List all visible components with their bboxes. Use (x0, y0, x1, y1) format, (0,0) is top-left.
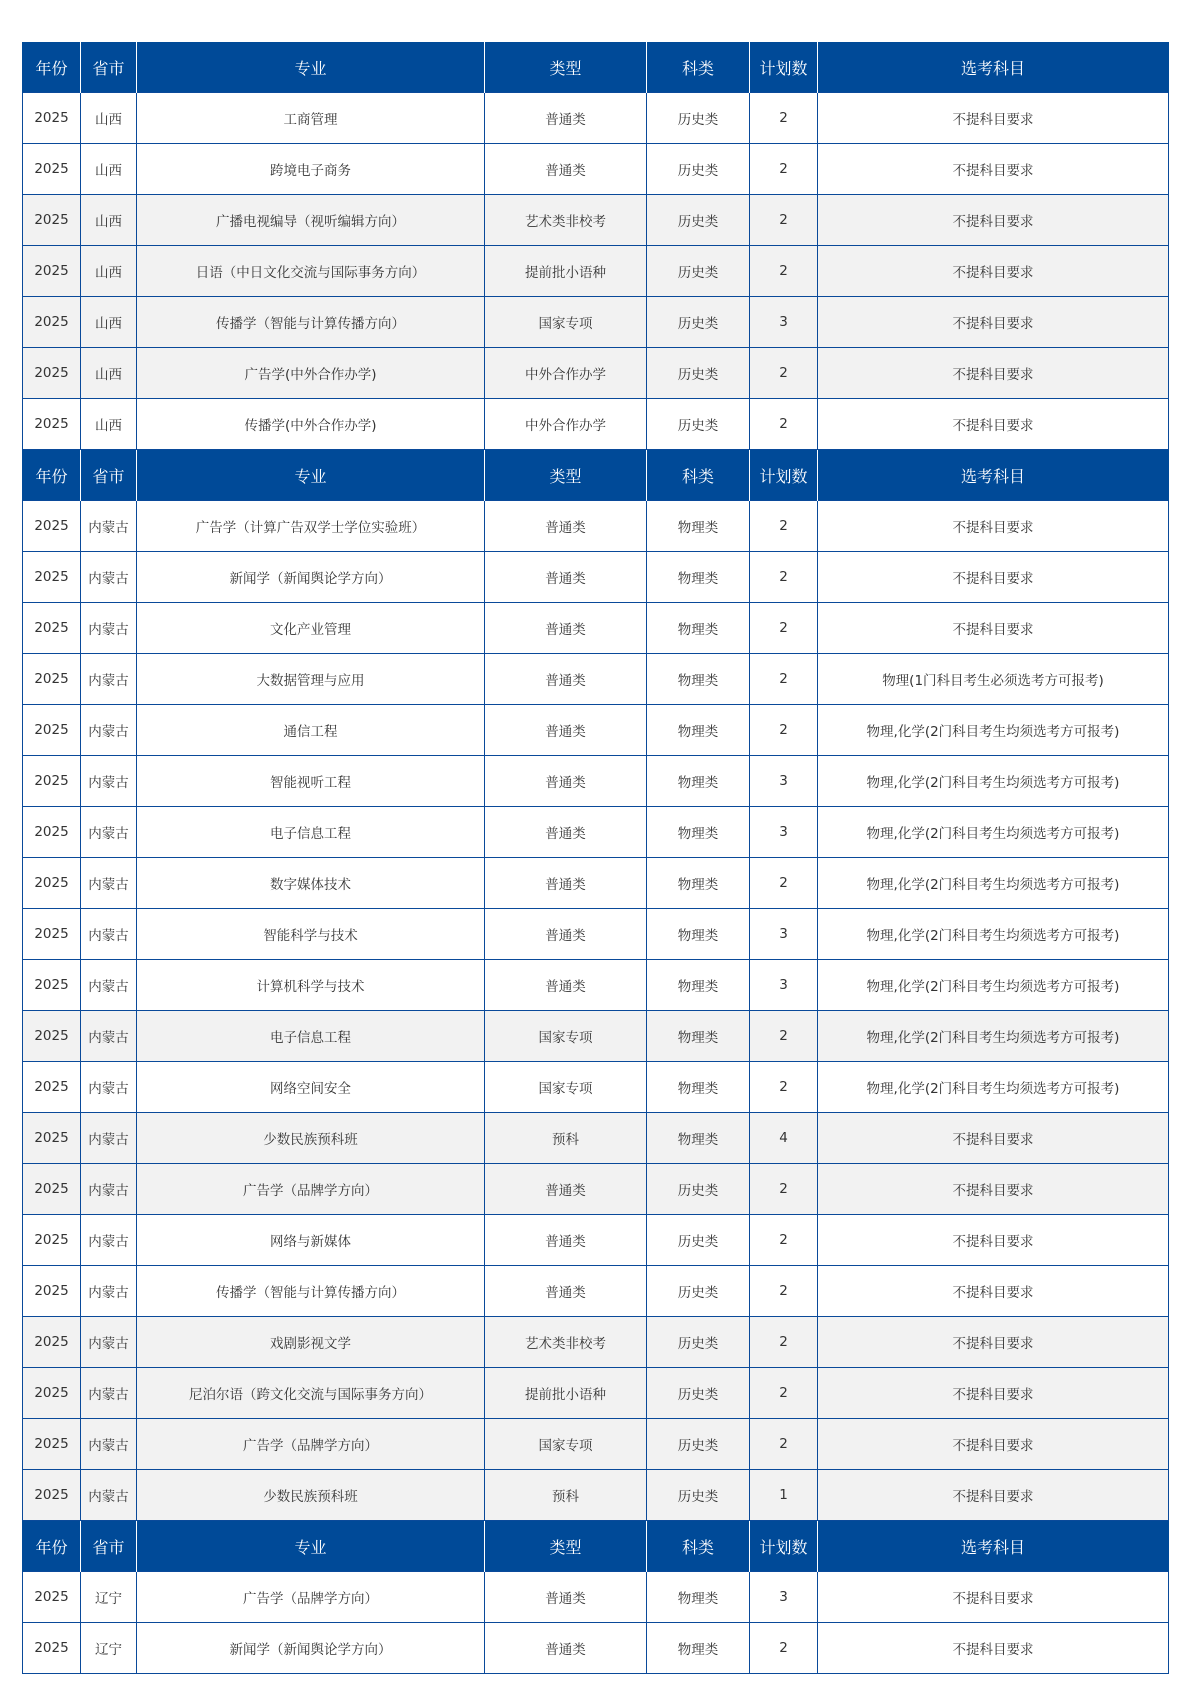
cell-year: 2025 (23, 1470, 81, 1521)
cell-major: 数字媒体技术 (137, 858, 485, 909)
cell-province: 内蒙古 (81, 1419, 137, 1470)
column-header-subjects: 选考科目 (818, 42, 1169, 93)
cell-subjects: 不提科目要求 (818, 1113, 1169, 1164)
cell-province: 山西 (81, 246, 137, 297)
cell-plan: 3 (750, 960, 818, 1011)
cell-subjects: 物理,化学(2门科目考生均须选考方可报考) (818, 807, 1169, 858)
cell-major: 传播学（智能与计算传播方向） (137, 1266, 485, 1317)
cell-major: 电子信息工程 (137, 1011, 485, 1062)
cell-province: 内蒙古 (81, 1011, 137, 1062)
cell-major: 新闻学（新闻舆论学方向） (137, 1623, 485, 1674)
table-header-row (23, 42, 1169, 93)
cell-category: 物理类 (647, 705, 750, 756)
column-header-province: 省市 (81, 42, 137, 93)
cell-category: 物理类 (647, 756, 750, 807)
cell-year: 2025 (23, 1266, 81, 1317)
column-header-plan: 计划数 (750, 450, 818, 501)
cell-subjects: 不提科目要求 (818, 1266, 1169, 1317)
column-header-major: 专业 (137, 450, 485, 501)
cell-year: 2025 (23, 246, 81, 297)
cell-category: 历史类 (647, 93, 750, 144)
cell-plan: 2 (750, 501, 818, 552)
cell-category: 物理类 (647, 1572, 750, 1623)
column-header-year: 年份 (23, 1521, 81, 1572)
cell-plan: 2 (750, 603, 818, 654)
cell-province: 内蒙古 (81, 807, 137, 858)
column-header-province: 省市 (81, 1521, 137, 1572)
column-header-type: 类型 (485, 1521, 647, 1572)
cell-province: 内蒙古 (81, 552, 137, 603)
column-header-year: 年份 (23, 450, 81, 501)
table-row (23, 705, 1169, 756)
cell-plan: 2 (750, 1623, 818, 1674)
column-header-category: 科类 (647, 1521, 750, 1572)
cell-major: 传播学（智能与计算传播方向） (137, 297, 485, 348)
table-row (23, 858, 1169, 909)
table-row (23, 93, 1169, 144)
cell-major: 戏剧影视文学 (137, 1317, 485, 1368)
table-row (23, 603, 1169, 654)
cell-year: 2025 (23, 195, 81, 246)
cell-subjects: 物理,化学(2门科目考生均须选考方可报考) (818, 705, 1169, 756)
cell-type: 普通类 (485, 909, 647, 960)
cell-major: 尼泊尔语（跨文化交流与国际事务方向） (137, 1368, 485, 1419)
cell-year: 2025 (23, 705, 81, 756)
table-row (23, 1623, 1169, 1674)
table-row (23, 909, 1169, 960)
cell-category: 历史类 (647, 1266, 750, 1317)
table-row (23, 1317, 1169, 1368)
cell-major: 通信工程 (137, 705, 485, 756)
cell-subjects: 不提科目要求 (818, 1368, 1169, 1419)
cell-province: 内蒙古 (81, 1062, 137, 1113)
cell-type: 中外合作办学 (485, 399, 647, 450)
cell-plan: 2 (750, 195, 818, 246)
cell-major: 少数民族预科班 (137, 1113, 485, 1164)
cell-major: 日语（中日文化交流与国际事务方向） (137, 246, 485, 297)
admission-plan-table (22, 42, 1169, 1674)
cell-plan: 3 (750, 909, 818, 960)
table-row (23, 501, 1169, 552)
cell-major: 工商管理 (137, 93, 485, 144)
cell-year: 2025 (23, 297, 81, 348)
cell-plan: 2 (750, 1164, 818, 1215)
cell-type: 普通类 (485, 1572, 647, 1623)
table-row (23, 195, 1169, 246)
cell-type: 普通类 (485, 93, 647, 144)
cell-province: 山西 (81, 399, 137, 450)
cell-category: 物理类 (647, 807, 750, 858)
cell-subjects: 不提科目要求 (818, 1317, 1169, 1368)
cell-major: 电子信息工程 (137, 807, 485, 858)
cell-province: 内蒙古 (81, 1215, 137, 1266)
cell-major: 广告学（品牌学方向） (137, 1164, 485, 1215)
cell-year: 2025 (23, 1164, 81, 1215)
column-header-subjects: 选考科目 (818, 1521, 1169, 1572)
cell-major: 广告学（计算广告双学士学位实验班） (137, 501, 485, 552)
cell-type: 国家专项 (485, 297, 647, 348)
table-row (23, 399, 1169, 450)
cell-major: 广告学(中外合作办学) (137, 348, 485, 399)
column-header-major: 专业 (137, 1521, 485, 1572)
table-row (23, 144, 1169, 195)
cell-subjects: 不提科目要求 (818, 348, 1169, 399)
cell-type: 国家专项 (485, 1062, 647, 1113)
table-row (23, 1368, 1169, 1419)
cell-subjects: 不提科目要求 (818, 93, 1169, 144)
cell-province: 内蒙古 (81, 1164, 137, 1215)
cell-major: 广播电视编导（视听编辑方向） (137, 195, 485, 246)
cell-plan: 2 (750, 552, 818, 603)
cell-year: 2025 (23, 1572, 81, 1623)
cell-subjects: 不提科目要求 (818, 144, 1169, 195)
cell-type: 普通类 (485, 1164, 647, 1215)
table-row (23, 1572, 1169, 1623)
cell-province: 内蒙古 (81, 1266, 137, 1317)
cell-major: 少数民族预科班 (137, 1470, 485, 1521)
cell-year: 2025 (23, 552, 81, 603)
cell-category: 物理类 (647, 1011, 750, 1062)
cell-year: 2025 (23, 93, 81, 144)
cell-type: 普通类 (485, 858, 647, 909)
table-row (23, 807, 1169, 858)
cell-major: 大数据管理与应用 (137, 654, 485, 705)
cell-category: 历史类 (647, 1317, 750, 1368)
cell-category: 历史类 (647, 297, 750, 348)
cell-type: 预科 (485, 1470, 647, 1521)
cell-type: 普通类 (485, 1215, 647, 1266)
cell-subjects: 物理,化学(2门科目考生均须选考方可报考) (818, 960, 1169, 1011)
cell-major: 跨境电子商务 (137, 144, 485, 195)
table-row (23, 1470, 1169, 1521)
cell-plan: 2 (750, 93, 818, 144)
cell-plan: 2 (750, 1266, 818, 1317)
cell-type: 预科 (485, 1113, 647, 1164)
cell-subjects: 物理,化学(2门科目考生均须选考方可报考) (818, 756, 1169, 807)
cell-subjects: 不提科目要求 (818, 1164, 1169, 1215)
cell-category: 历史类 (647, 195, 750, 246)
cell-year: 2025 (23, 603, 81, 654)
cell-category: 物理类 (647, 960, 750, 1011)
cell-year: 2025 (23, 807, 81, 858)
cell-type: 提前批小语种 (485, 246, 647, 297)
cell-subjects: 不提科目要求 (818, 1572, 1169, 1623)
cell-subjects: 不提科目要求 (818, 1419, 1169, 1470)
cell-plan: 3 (750, 1572, 818, 1623)
cell-province: 内蒙古 (81, 501, 137, 552)
cell-province: 内蒙古 (81, 654, 137, 705)
cell-subjects: 不提科目要求 (818, 603, 1169, 654)
table-row (23, 297, 1169, 348)
cell-category: 历史类 (647, 1368, 750, 1419)
cell-year: 2025 (23, 348, 81, 399)
cell-province: 辽宁 (81, 1572, 137, 1623)
cell-category: 物理类 (647, 654, 750, 705)
cell-year: 2025 (23, 960, 81, 1011)
cell-type: 普通类 (485, 144, 647, 195)
cell-major: 网络与新媒体 (137, 1215, 485, 1266)
cell-type: 艺术类非校考 (485, 195, 647, 246)
cell-major: 智能视听工程 (137, 756, 485, 807)
column-header-plan: 计划数 (750, 1521, 818, 1572)
cell-subjects: 不提科目要求 (818, 1623, 1169, 1674)
cell-type: 普通类 (485, 1266, 647, 1317)
cell-plan: 2 (750, 1215, 818, 1266)
cell-province: 山西 (81, 93, 137, 144)
cell-plan: 2 (750, 144, 818, 195)
cell-plan: 3 (750, 807, 818, 858)
table-row (23, 246, 1169, 297)
cell-type: 国家专项 (485, 1419, 647, 1470)
cell-province: 内蒙古 (81, 1470, 137, 1521)
cell-year: 2025 (23, 1368, 81, 1419)
cell-category: 物理类 (647, 501, 750, 552)
table-row (23, 1062, 1169, 1113)
cell-category: 物理类 (647, 909, 750, 960)
cell-subjects: 不提科目要求 (818, 297, 1169, 348)
table-header-row (23, 1521, 1169, 1572)
cell-year: 2025 (23, 654, 81, 705)
cell-type: 普通类 (485, 960, 647, 1011)
cell-type: 中外合作办学 (485, 348, 647, 399)
cell-plan: 2 (750, 246, 818, 297)
cell-subjects: 不提科目要求 (818, 552, 1169, 603)
cell-province: 辽宁 (81, 1623, 137, 1674)
cell-plan: 3 (750, 297, 818, 348)
cell-plan: 2 (750, 1368, 818, 1419)
cell-year: 2025 (23, 1011, 81, 1062)
cell-category: 物理类 (647, 1062, 750, 1113)
column-header-province: 省市 (81, 450, 137, 501)
cell-category: 物理类 (647, 858, 750, 909)
cell-category: 物理类 (647, 1113, 750, 1164)
column-header-type: 类型 (485, 450, 647, 501)
cell-category: 历史类 (647, 1164, 750, 1215)
cell-province: 内蒙古 (81, 705, 137, 756)
cell-subjects: 物理,化学(2门科目考生均须选考方可报考) (818, 1011, 1169, 1062)
cell-province: 山西 (81, 297, 137, 348)
cell-type: 普通类 (485, 807, 647, 858)
cell-province: 内蒙古 (81, 756, 137, 807)
column-header-major: 专业 (137, 42, 485, 93)
table-row (23, 1164, 1169, 1215)
cell-type: 提前批小语种 (485, 1368, 647, 1419)
cell-category: 历史类 (647, 348, 750, 399)
cell-year: 2025 (23, 501, 81, 552)
cell-plan: 3 (750, 756, 818, 807)
cell-province: 山西 (81, 348, 137, 399)
cell-type: 国家专项 (485, 1011, 647, 1062)
cell-plan: 2 (750, 1317, 818, 1368)
table-row (23, 1011, 1169, 1062)
cell-subjects: 物理(1门科目考生必须选考方可报考) (818, 654, 1169, 705)
cell-major: 广告学（品牌学方向） (137, 1572, 485, 1623)
cell-plan: 4 (750, 1113, 818, 1164)
cell-category: 历史类 (647, 399, 750, 450)
table-row (23, 1215, 1169, 1266)
cell-province: 内蒙古 (81, 858, 137, 909)
cell-year: 2025 (23, 399, 81, 450)
cell-province: 内蒙古 (81, 1317, 137, 1368)
cell-plan: 2 (750, 1011, 818, 1062)
table-row (23, 756, 1169, 807)
cell-category: 历史类 (647, 1215, 750, 1266)
cell-type: 艺术类非校考 (485, 1317, 647, 1368)
cell-year: 2025 (23, 1317, 81, 1368)
cell-year: 2025 (23, 144, 81, 195)
cell-province: 内蒙古 (81, 1368, 137, 1419)
column-header-type: 类型 (485, 42, 647, 93)
table-row (23, 1419, 1169, 1470)
cell-type: 普通类 (485, 552, 647, 603)
cell-type: 普通类 (485, 756, 647, 807)
cell-plan: 1 (750, 1470, 818, 1521)
cell-subjects: 物理,化学(2门科目考生均须选考方可报考) (818, 909, 1169, 960)
cell-plan: 2 (750, 399, 818, 450)
column-header-subjects: 选考科目 (818, 450, 1169, 501)
cell-category: 物理类 (647, 552, 750, 603)
cell-year: 2025 (23, 1623, 81, 1674)
cell-subjects: 不提科目要求 (818, 1215, 1169, 1266)
cell-category: 历史类 (647, 1470, 750, 1521)
cell-subjects: 物理,化学(2门科目考生均须选考方可报考) (818, 1062, 1169, 1113)
cell-plan: 2 (750, 348, 818, 399)
cell-subjects: 不提科目要求 (818, 399, 1169, 450)
cell-year: 2025 (23, 756, 81, 807)
column-header-year: 年份 (23, 42, 81, 93)
table-row (23, 654, 1169, 705)
cell-type: 普通类 (485, 654, 647, 705)
table-row (23, 348, 1169, 399)
cell-major: 广告学（品牌学方向） (137, 1419, 485, 1470)
cell-year: 2025 (23, 1419, 81, 1470)
table-header-row (23, 450, 1169, 501)
cell-type: 普通类 (485, 705, 647, 756)
cell-province: 内蒙古 (81, 960, 137, 1011)
cell-plan: 2 (750, 1419, 818, 1470)
cell-year: 2025 (23, 1062, 81, 1113)
cell-type: 普通类 (485, 1623, 647, 1674)
cell-year: 2025 (23, 858, 81, 909)
cell-year: 2025 (23, 909, 81, 960)
table-row (23, 1266, 1169, 1317)
cell-major: 文化产业管理 (137, 603, 485, 654)
column-header-category: 科类 (647, 450, 750, 501)
cell-major: 计算机科学与技术 (137, 960, 485, 1011)
cell-subjects: 不提科目要求 (818, 246, 1169, 297)
cell-category: 历史类 (647, 246, 750, 297)
cell-subjects: 物理,化学(2门科目考生均须选考方可报考) (818, 858, 1169, 909)
column-header-plan: 计划数 (750, 42, 818, 93)
cell-plan: 2 (750, 654, 818, 705)
cell-year: 2025 (23, 1215, 81, 1266)
column-header-category: 科类 (647, 42, 750, 93)
cell-province: 内蒙古 (81, 1113, 137, 1164)
cell-year: 2025 (23, 1113, 81, 1164)
cell-province: 山西 (81, 144, 137, 195)
cell-major: 新闻学（新闻舆论学方向） (137, 552, 485, 603)
table-row (23, 552, 1169, 603)
cell-category: 物理类 (647, 603, 750, 654)
cell-category: 历史类 (647, 1419, 750, 1470)
cell-province: 内蒙古 (81, 909, 137, 960)
cell-type: 普通类 (485, 501, 647, 552)
cell-subjects: 不提科目要求 (818, 195, 1169, 246)
cell-type: 普通类 (485, 603, 647, 654)
cell-plan: 2 (750, 705, 818, 756)
cell-plan: 2 (750, 1062, 818, 1113)
cell-major: 智能科学与技术 (137, 909, 485, 960)
cell-province: 内蒙古 (81, 603, 137, 654)
table-row (23, 960, 1169, 1011)
cell-category: 物理类 (647, 1623, 750, 1674)
cell-category: 历史类 (647, 144, 750, 195)
cell-plan: 2 (750, 858, 818, 909)
cell-major: 传播学(中外合作办学) (137, 399, 485, 450)
cell-subjects: 不提科目要求 (818, 1470, 1169, 1521)
table-row (23, 1113, 1169, 1164)
cell-major: 网络空间安全 (137, 1062, 485, 1113)
cell-subjects: 不提科目要求 (818, 501, 1169, 552)
cell-province: 山西 (81, 195, 137, 246)
